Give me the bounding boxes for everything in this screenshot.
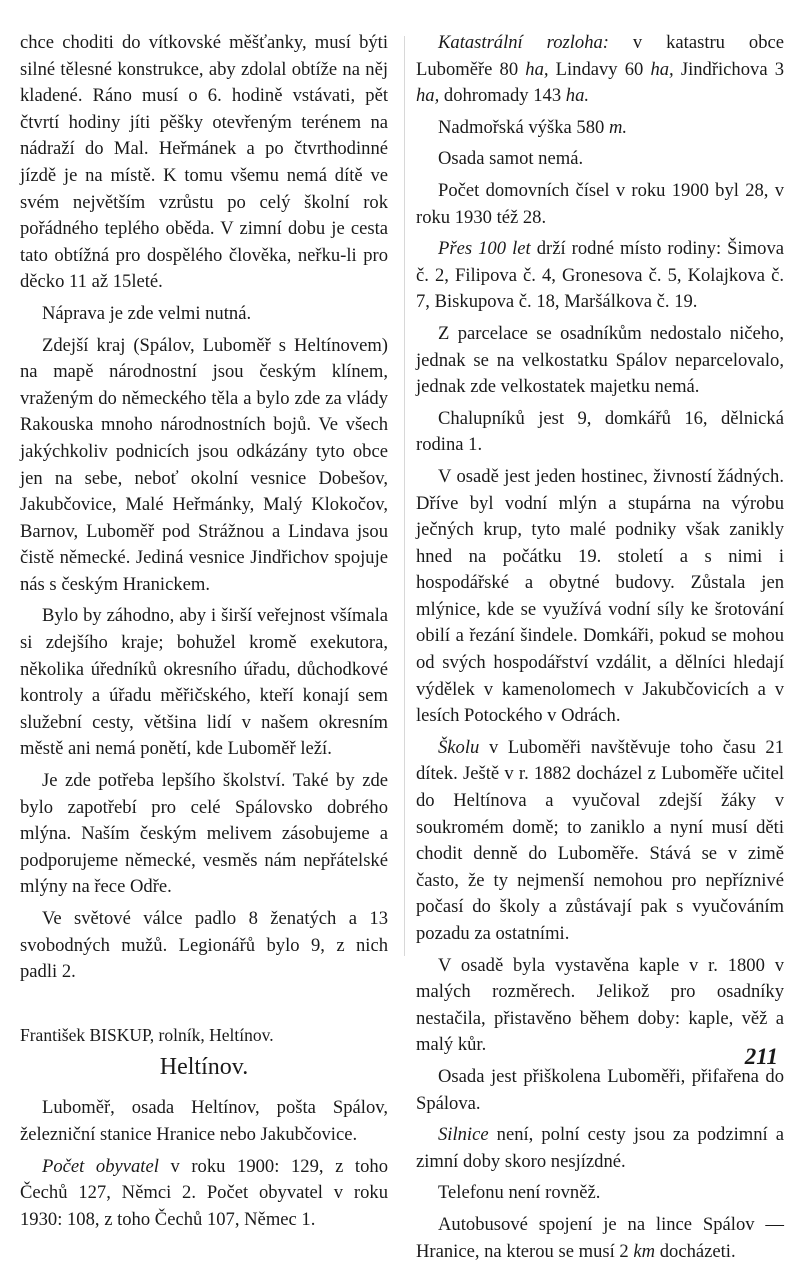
- paragraph-school: [416, 735, 784, 948]
- paragraph-families: [416, 236, 784, 316]
- population-label: Počet obyvatel: [42, 1155, 159, 1177]
- unit-ha: ha,: [650, 58, 674, 80]
- paragraph-parcelling: Z parcelace se osadníkům nedostalo ničeho, jednak se na velkostatku Spálov neparcelovalo, jednak zde velkostatek majetku nemá.: [416, 322, 784, 398]
- population-text: v roku 1900: 129, z toho Čechů 127, Němci 2. Počet obyvatel v roku 1930: 108, z toho Čechů 107, Němec 1.: [20, 1155, 388, 1230]
- paragraph-economy: V osadě jest jeden hostinec, živností žádných. Dříve byl vodní mlýn a stupárna na výrobu ječných krup, tyto malé podniky však zanikly hned na počátku 19. století a s nimi i hospodářské a obytné budovy. Zůstala jen mlýnice, kde se využívá vodní síly ke šrotování obilí a řezání šindele. Domkáři, pokud se mohou od svých hospodářství vzdálit, a dělníci hledají výdělek v kamenolomech v Jakubčovicích a v lesích Potockého v Odrách.: [416, 465, 784, 727]
- paragraph-cadastral-area: [416, 30, 784, 110]
- roads-label: Silnice: [438, 1124, 489, 1146]
- paragraph-solitudes: Osada samot nemá.: [438, 148, 584, 170]
- paragraph-needs: Je zde potřeba lepšího školství. Také by zde bylo zapotřebí pro celé Spálovsko dobrého mlýna. Naším českým melivem zásobujeme a podporujeme německé, vesměs nám nepřátelské mlýny na řece Odře.: [20, 770, 388, 898]
- paragraph-region: Zdejší kraj (Spálov, Luboměř s Heltínovem) na mapě národnostní jsou českým klínem, vraženým do německého těla a bylo zde za vlády Rakouska mnoho národnostních bojů. Ve všech jakýchkoliv podnicích jsou odkázány tyto obce jen na sebe, neboť okolní vesnice Dobešov, Jakubčovice, Malé Heřmánky, Malý Klokočov, Barnov, Luboměř pod Strážnou a Lindava jsou čistě německé. Jediná vesnice Jindřichov spojuje nás s českým Hranickem.: [20, 334, 388, 595]
- paragraph-cottagers: Chalupníků jest 9, domkářů 16, dělnická rodina 1.: [416, 407, 784, 456]
- cadastral-text-d: dohromady 143: [439, 85, 566, 107]
- paragraph-roads: [416, 1122, 784, 1175]
- school-label: Školu: [438, 736, 480, 758]
- paragraph-parish: Osada jest přiškolena Luboměři, přifařena do Spálova.: [416, 1065, 784, 1114]
- unit-m: m.: [608, 116, 628, 138]
- paragraph-population: [20, 1154, 388, 1234]
- bus-text-b: docházeti.: [655, 1240, 736, 1262]
- unit-km: km: [633, 1240, 656, 1262]
- left-column: [20, 30, 388, 1238]
- paragraph-telephone: Telefonu není rovněž.: [438, 1182, 601, 1204]
- families-label: Přes 100 let: [438, 238, 531, 260]
- section-heading: Heltínov.: [159, 1054, 249, 1081]
- column-divider: [404, 36, 405, 956]
- bus-text-a: Autobusové spojení je na lince Spálov — Hranice, na kterou se musí 2: [416, 1213, 784, 1262]
- paragraph-remedy: Náprava je zde velmi nutná.: [42, 302, 252, 324]
- roads-text: není, polní cesty jsou za podzimní a zimní doby skoro nesjízdné.: [416, 1124, 784, 1172]
- unit-ha: ha,: [525, 58, 549, 80]
- cadastral-label: Katastrální rozloha:: [438, 32, 609, 53]
- cadastral-text-a: v katastru obce Luboměře 80: [416, 32, 785, 80]
- paragraph-chapel: V osadě byla vystavěna kaple v r. 1800 v malých rozměrech. Jelikož pro osadníky nestačila, přistavěno během doby: kaple, věž a malý kůr.: [416, 954, 784, 1056]
- paragraph-war: Ve světové válce padlo 8 ženatých a 13 svobodných mužů. Legionářů bylo 9, z nich padli 2.: [20, 908, 388, 983]
- paragraph-altitude: [416, 115, 784, 142]
- paragraph-bus: [416, 1212, 784, 1265]
- paragraph-public-attention: Bylo by záhodno, aby i širší veřejnost všímala si zdejšího kraje; bohužel kromě exekutora, několika úředníků okresního úřadu, důchodkové kontroly a úřadu měřičského, kteří konají sem služební cesty, většina lidí v našem okresním městě ani nemá ponětí, kde Luboměř leží.: [20, 605, 388, 760]
- cadastral-text-c: Jindřichova 3: [673, 58, 784, 80]
- cadastral-text-b: Lindavy 60: [548, 58, 651, 80]
- unit-ha: ha,: [416, 85, 440, 107]
- paragraph-house-numbers: Počet domovních čísel v roku 1900 byl 28, v roku 1930 též 28.: [416, 179, 784, 228]
- page-number: 211: [744, 1044, 778, 1069]
- right-column: [416, 30, 784, 1270]
- unit-ha: ha.: [565, 85, 590, 107]
- paragraph-location: Luboměř, osada Heltínov, pošta Spálov, železniční stanice Hranice nebo Jakubčovice.: [20, 1097, 388, 1145]
- author-line: František BISKUP, rolník, Heltínov.: [20, 1024, 274, 1045]
- paragraph-school-commute: chce choditi do vítkovské měšťanky, musí býti silné tělesné konstrukce, aby zdolal obtíže na něj kladené. Ráno musí o 6. hodině vstávati, pět čtvrtí hodiny jíti pěšky otevřeným terénem na nádraží do Mal. Heřmánek a po čtvrthodinné jízdě je na místě. K tomu všemu nemá dítě ve svém největším vzrůstu po celý školní rok pořádného teplého oběda. V zimní dobu je cesta tato obtížná pro dospělého člověka, neřku-li pro děcko 11 až 15leté.: [20, 32, 388, 293]
- families-text: drží rodné místo rodiny: Šimova č. 2, Filipova č. 4, Gronesova č. 5, Kolajkova č. 7, Biskupova č. 18, Maršálkova č. 19.: [416, 238, 784, 313]
- school-text: v Luboměři navštěvuje toho času 21 dítek. Ještě v r. 1882 docházel z Luboměře učitel do Heltínova a vyučoval zdejší žáky v soukromém domě; to zaniklo a nyní musí děti chodit denně do Luboměře. Stává se v zimě často, že ty nejmenší nemohou pro nepříznivé počasí do školy a zůstávají pak s vyučováním pozadu za ostatními.: [416, 736, 784, 944]
- altitude-text: Nadmořská výška 580: [438, 116, 609, 138]
